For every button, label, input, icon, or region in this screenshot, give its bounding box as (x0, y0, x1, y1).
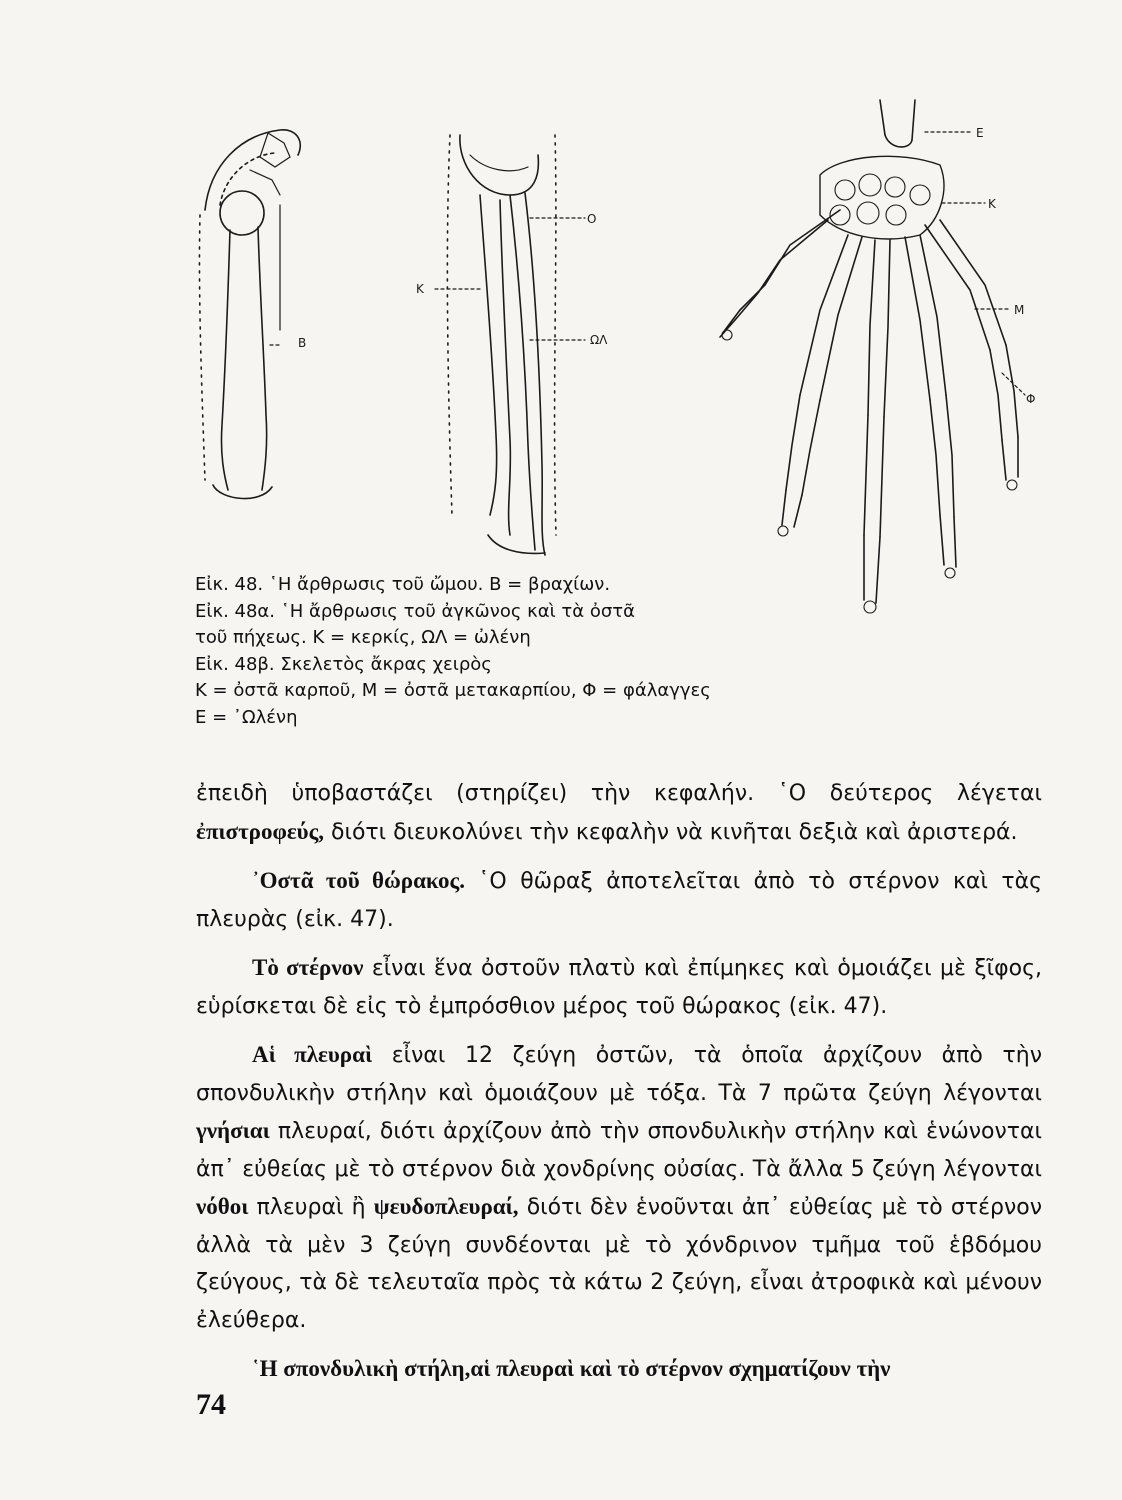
caption-line: Ε = ᾿Ωλένη (195, 706, 298, 728)
fig48a-label-ol: ΩΛ (590, 333, 608, 347)
caption-line: Εἰκ. 48β. Σκελετὸς ἄκρας χειρὸς (195, 653, 492, 675)
fig48b-label-f: Φ (1026, 392, 1036, 406)
figure-48a-forearm (447, 135, 556, 555)
paragraph: Τὸ στέρνον εἶναι ἕνα ὀστοῦν πλατὺ καὶ ἐπίμηκες καὶ ὁμοιάζει μὲ ξῖφος, εὑρίσκεται δὲ εἰς τὸ ἐμπρόσθιον μέρος τοῦ θώρακος (εἰκ. 47). (196, 955, 1042, 1019)
fig48a-label-k: K (416, 282, 424, 296)
term-ribs: Αἱ πλευραὶ (252, 1042, 373, 1067)
figure-48b-hand (720, 100, 1018, 613)
paragraph: ἐπειδὴ ὑποβαστάζει (στηρίζει) τὴν κεφαλήν. ῾Ο δεύτερος λέγεται ἐπιστροφεύς, διότι διευκολύνει τὴν κεφαλὴν νὰ κινῆται δεξιὰ καὶ ἀριστερά. (196, 781, 1042, 845)
paragraph: Αἱ πλευραὶ εἶναι 12 ζεύγη ὀστῶν, τὰ ὁποῖα ἀρχίζουν ἀπὸ τὴν σπονδυλικὴν στήλην καὶ ὁμοιάζουν μὲ τόξα. Τὰ 7 πρῶτα ζεύγη λέγονται γνήσιαι πλευραί, διότι ἀρχίζουν ἀπὸ τὴν σπονδυλικὴν στήλην καὶ ἑνώνονται ἀπ᾿ εὐθείας μὲ τὸ στέρνον διὰ χονδρίνης οὐσίας. Τὰ ἄλλα 5 ζεύγη λέγονται νόθοι πλευραὶ ἢ ψευδοπλευραί, διότι δὲν ἑνοῦνται ἀπ᾿ εὐθείας μὲ τὸ στέρνον ἀλλὰ τὰ μὲν 3 ζεύγη συνδέονται μὲ τὸ χόνδρινον τμῆμα τοῦ ἑβδόμου ζεύγους, τὰ δὲ τελευταῖα πρὸς τὰ κάτω 2 ζεύγη, εἶναι ἀτροφικὰ καὶ μένουν ἐλεύθερα. (196, 1042, 1043, 1333)
caption-line: Εἰκ. 48. ῾Η ἄρθρωσις τοῦ ὤμου. Β = βραχίων. (195, 574, 611, 595)
fig48b-label-k: K (988, 197, 996, 211)
caption-line: τοῦ πήχεως. Κ = κερκίς, ΩΛ = ὠλένη (195, 627, 531, 648)
term-epistrofeus: ἐπιστροφεύς, (196, 818, 325, 844)
heading-thorax-bones: ᾿Οστᾶ τοῦ θώρακος. (252, 868, 465, 893)
anatomy-figures (180, 95, 1060, 655)
caption-line: Κ = ὀστᾶ καρποῦ, Μ = ὀστᾶ μετακαρπίου, Φ = φάλαγγες (195, 680, 711, 701)
figure-48-shoulder (199, 130, 300, 499)
body-text (196, 775, 1042, 1400)
term-false-ribs: νόθοι (196, 1194, 249, 1219)
page-number: 74 (196, 1388, 226, 1421)
term-true-ribs: γνήσιαι (196, 1118, 270, 1143)
term-pseudoribs: ψευδοπλευραί, (373, 1194, 519, 1219)
fig48b-label-e: E (976, 126, 984, 140)
fig48a-label-o: O (587, 212, 597, 226)
closing-bold-line: ῾Η σπονδυλικὴ στήλη,αἱ πλευραὶ καὶ τὸ στέρνον σχηματίζουν τὴν (252, 1356, 891, 1381)
fig48-label-b: B (298, 336, 307, 350)
paragraph: ᾿Οστᾶ τοῦ θώρακος. ῾Ο θῶραξ ἀποτελεῖται ἀπὸ τὸ στέρνον καὶ τὰς πλευρὰς (εἰκ. 47). (196, 868, 1042, 932)
caption-line: Εἰκ. 48α. ῾Η ἄρθρωσις τοῦ ἀγκῶνος καὶ τὰ ὀστᾶ (195, 600, 635, 622)
term-sternum: Τὸ στέρνον (252, 955, 364, 980)
fig48b-label-m: M (1014, 303, 1025, 317)
figure-captions (195, 572, 755, 731)
paragraph (196, 1350, 1042, 1389)
